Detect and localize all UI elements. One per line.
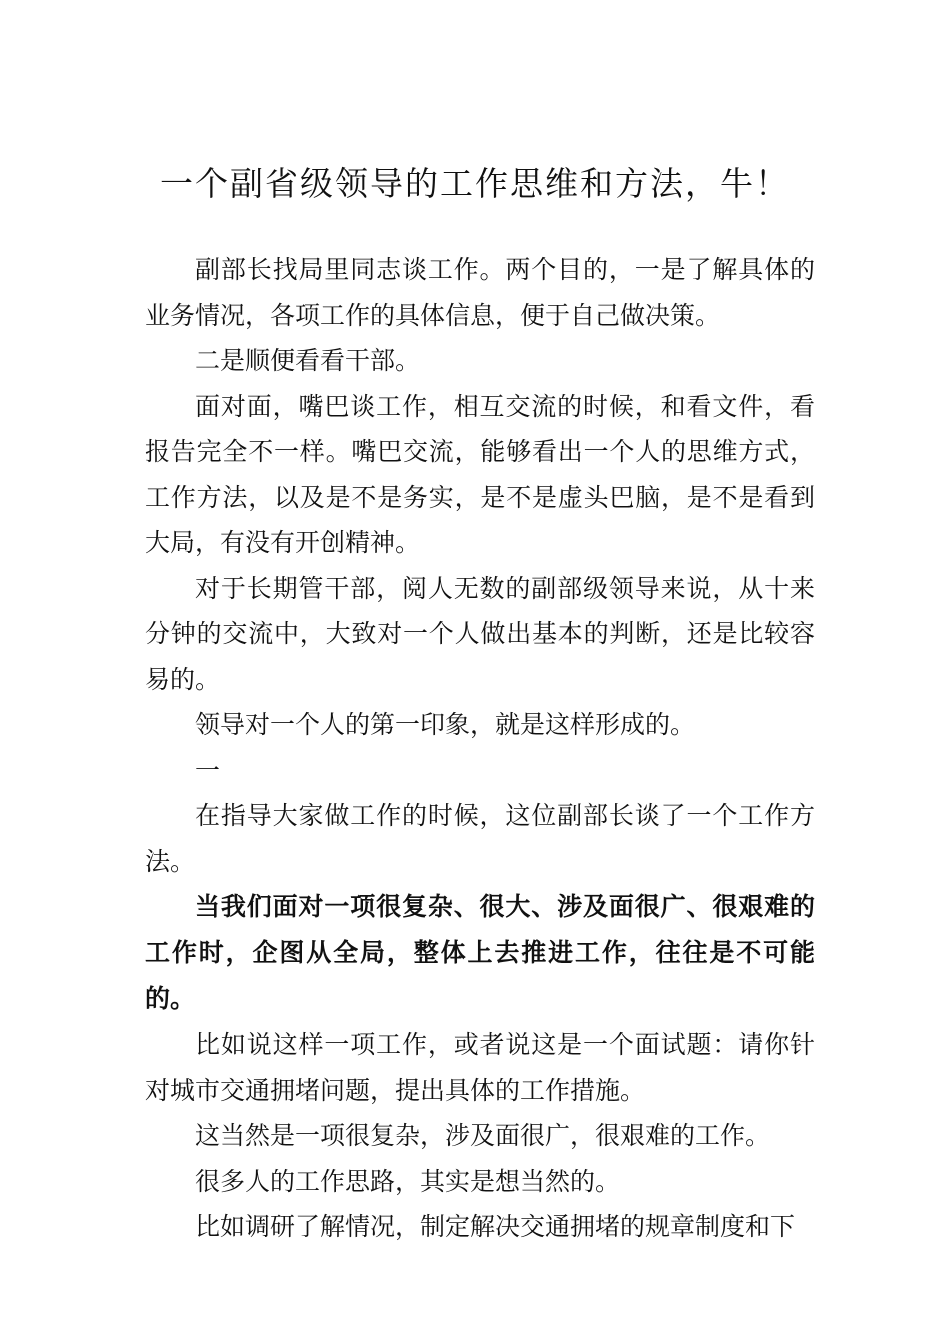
paragraph: 比如说这样一项工作，或者说这是一个面试题：请你针对城市交通拥堵问题，提出具体的工作措施。	[145, 1030, 815, 1105]
paragraph: 在指导大家做工作的时候，这位副部长谈了一个工作方法。	[145, 801, 815, 876]
section-number: 一	[195, 755, 221, 785]
paragraph: 这当然是一项很复杂，涉及面很广，很艰难的工作。	[195, 1121, 771, 1150]
paragraph: 二是顺便看看干部。	[195, 346, 421, 375]
paragraph: 比如调研了解情况，制定解决交通拥堵的规章制度和下	[195, 1212, 796, 1241]
document-body	[145, 247, 815, 1250]
bold-paragraph: 当我们面对一项很复杂、很大、涉及面很广、很艰难的工作时，企图从全局，整体上去推进工作，往往是不可能的。	[145, 892, 815, 1013]
paragraph: 副部长找局里同志谈工作。两个目的，一是了解具体的业务情况，各项工作的具体信息，便于自己做决策。	[145, 255, 815, 330]
paragraph: 很多人的工作思路，其实是想当然的。	[195, 1166, 621, 1196]
paragraph: 面对面，嘴巴谈工作，相互交流的时候，和看文件，看报告完全不一样。嘴巴交流，能够看出一个人的思维方式， 工作方法，以及是不是务实，是不是虚头巴脑，是不是看到大局，有没有开创精神。	[145, 391, 815, 557]
document-title: 一个副省级领导的工作思维和方法，牛！	[160, 164, 790, 203]
paragraph: 对于长期管干部，阅人无数的副部级领导来说，从十来分钟的交流中，大致对一个人做出基本的判断，还是比较容易的。	[145, 573, 815, 694]
paragraph: 领导对一个人的第一印象，就是这样形成的。	[195, 710, 696, 739]
